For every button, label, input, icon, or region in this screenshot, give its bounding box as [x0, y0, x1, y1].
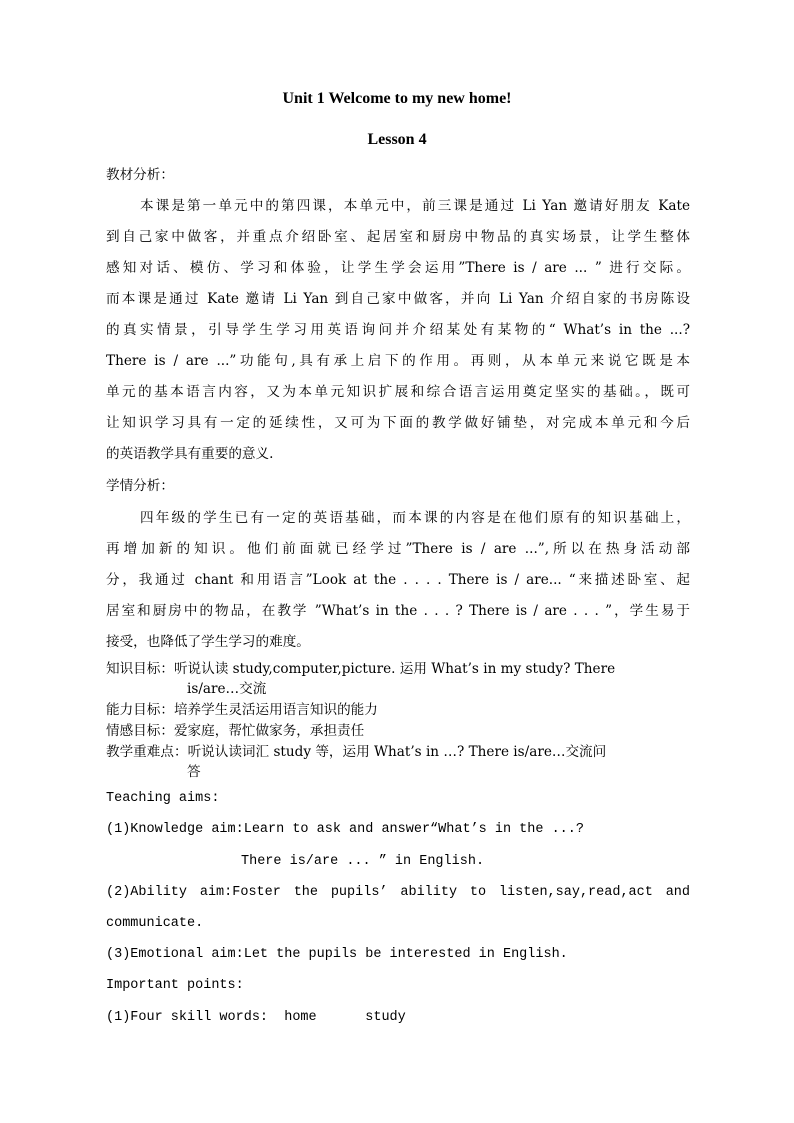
emotional-goal-text: 爱家庭，帮忙做家务，承担责任: [173, 723, 365, 739]
key-difficulty: [106, 742, 690, 762]
knowledge-goal: [106, 659, 690, 679]
key-difficulty-text: 听说认读词汇 study 等，运用 What’s in …? There is/are…交流问: [187, 744, 607, 760]
material-analysis-heading: 教材分析：: [106, 167, 174, 183]
student-paragraph-line: 分，我通过 chant 和用语言”Look at the . . . . There is / are... “来描述卧室、起: [106, 572, 690, 588]
teaching-aims-heading: Teaching aims:: [106, 791, 220, 806]
student-paragraph-line: 接受，也降低了学生学习的难度。: [106, 634, 310, 650]
emotional-goal-label: 情感目标：: [106, 723, 174, 739]
ability-goal-label: 能力目标：: [106, 702, 174, 718]
document-title: Unit 1 Welcome to my new home!: [282, 90, 512, 107]
key-difficulty-continuation: 答: [187, 764, 201, 780]
material-paragraph-line: 到自己家中做客，并重点介绍卧室、起居室和厨房中物品的真实场景，让学生整体: [106, 229, 690, 245]
material-paragraph-line: There is / are ...”功能句,具有承上启下的作用。再则，从本单元来说它既是本: [106, 353, 690, 369]
emotional-aim: (3)Emotional aim:Let the pupils be interested in English.: [106, 947, 568, 962]
material-paragraph-line: 单元的基本语言内容，又为本单元知识扩展和综合语言运用奠定坚实的基础。，既可: [106, 384, 690, 400]
knowledge-goal-text: 听说认读 study,computer,picture. 运用 What’s in my study? There: [173, 661, 616, 677]
material-paragraph-line: 让知识学习具有一定的延续性，又可为下面的教学做好铺垫，对完成本单元和今后: [106, 415, 690, 431]
ability-goal: [106, 700, 690, 720]
student-paragraph-line: 居室和厨房中的物品，在教学 ”What’s in the . . . ? There is / are . . . ”，学生易于: [106, 603, 690, 619]
knowledge-goal-continuation: is/are…交流: [187, 681, 267, 697]
knowledge-aim-continuation: There is/are ... ” in English.: [241, 854, 485, 869]
knowledge-goal-label: 知识目标：: [106, 661, 174, 677]
important-point-1: (1)Four skill words: home study: [106, 1010, 406, 1025]
ability-aim-continuation: communicate.: [106, 916, 204, 931]
material-paragraph-line: 感知对话、模仿、学习和体验，让学生学会运用”There is / are ... ” 进行交际。: [106, 260, 690, 276]
material-paragraph-line: 而本课是通过 Kate 邀请 Li Yan 到自己家中做客，并向 Li Yan 介绍自家的书房陈设: [106, 291, 690, 307]
student-paragraph-line: 四年级的学生已有一定的英语基础，而本课的内容是在他们原有的知识基础上，: [140, 510, 690, 526]
material-paragraph-line: 本课是第一单元中的第四课，本单元中，前三课是通过 Li Yan 邀请好朋友 Kate: [140, 198, 690, 214]
emotional-goal: [106, 721, 690, 741]
material-paragraph-line: 的英语教学具有重要的意义.: [106, 446, 274, 462]
student-analysis-heading: 学情分析：: [106, 478, 174, 494]
knowledge-aim: (1)Knowledge aim:Learn to ask and answer“What’s in the ...?: [106, 822, 584, 837]
important-points-heading: Important points:: [106, 978, 244, 993]
lesson-title: Lesson 4: [367, 131, 427, 148]
ability-goal-text: 培养学生灵活运用语言知识的能力: [173, 702, 378, 718]
ability-aim: (2)Ability aim:Foster the pupils’ ability to listen,say,read,act and: [106, 885, 690, 900]
material-paragraph-line: 的真实情景，引导学生学习用英语询问并介绍某处有某物的“ What’s in the ...?: [106, 322, 690, 338]
student-paragraph-line: 再增加新的知识。他们前面就已经学过”There is / are ...”,所以在热身活动部: [106, 541, 690, 557]
key-difficulty-label: 教学重难点：: [106, 744, 188, 760]
